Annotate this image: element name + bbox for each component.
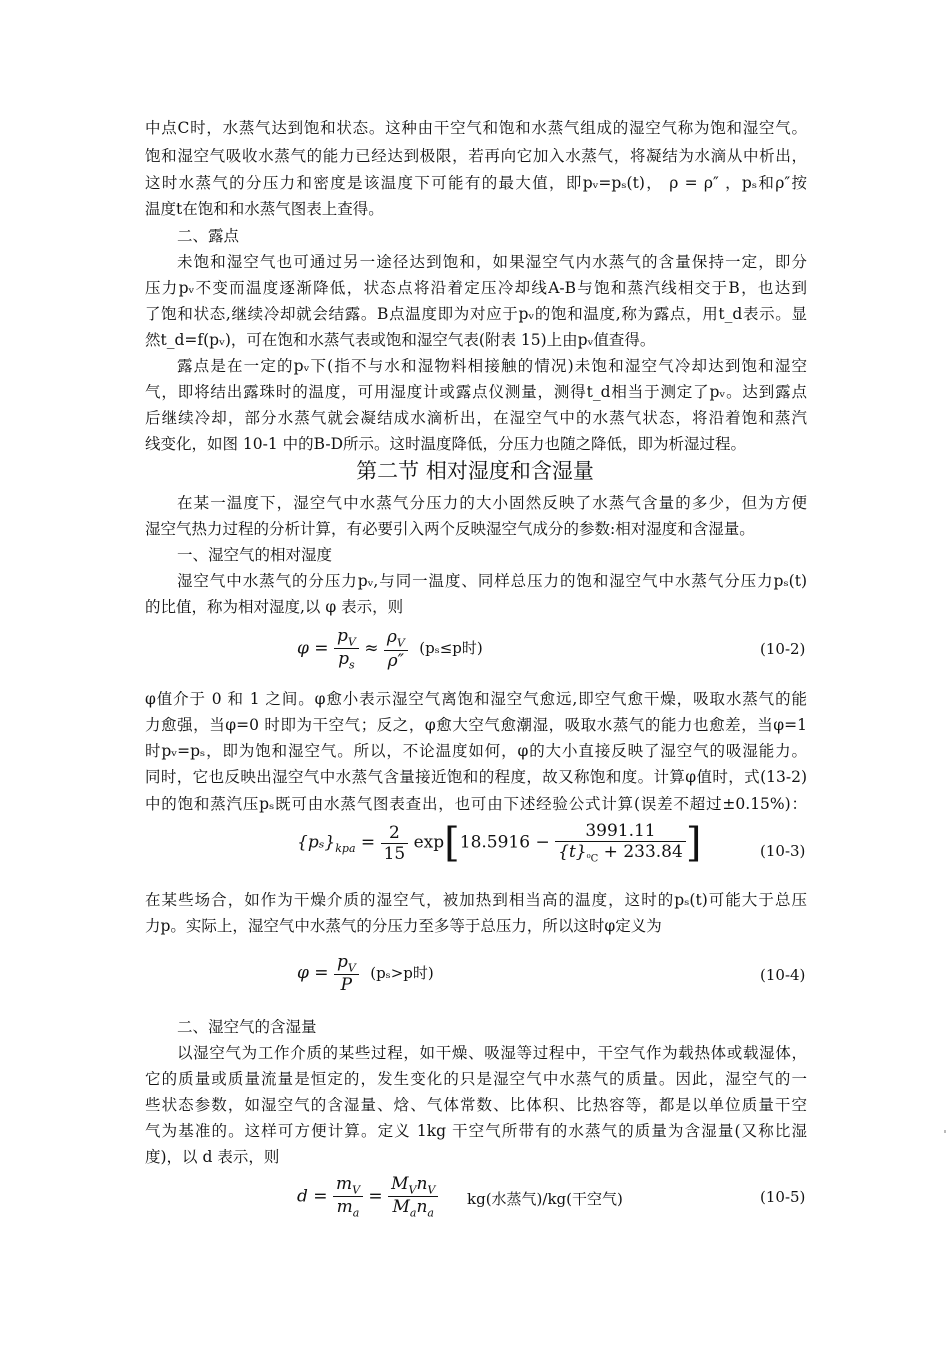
text-line: 线变化，如图 10-1 中的B-D所示。这时温度降低，分压力也随之降低，即为析湿过程。 bbox=[145, 435, 747, 453]
equation-number: (10-5) bbox=[760, 1188, 806, 1206]
equation-unit: kg(水蒸气)/kg(干空气) bbox=[467, 1190, 623, 1208]
eq-lhs: φ = bbox=[297, 638, 329, 659]
text-line: 这时水蒸气的分压力和密度是该温度下可能有的最大值，即pᵥ=pₛ(t)， ρ = ρ″ ，pₛ和ρ″按 bbox=[145, 174, 807, 192]
text-line: 的比值，称为相对湿度,以 φ 表示，则 bbox=[145, 598, 404, 616]
fraction: $\frac{\rho_V}{\rho''}$ bbox=[384, 627, 408, 670]
text-line: 在某一温度下，湿空气中水蒸气分压力的大小固然反映了水蒸气含量的多少，但为方便 bbox=[177, 494, 807, 512]
text-line: 气，即将结出露珠时的温度，可用湿度计或露点仪测量，测得t_d相当于测定了pᵥ。达到露点 bbox=[145, 383, 807, 401]
scan-speck bbox=[944, 1130, 946, 1133]
text-line: 露点是在一定的pᵥ下(指不与水和湿物料相接触的情况)未饱和湿空气冷却达到饱和湿空 bbox=[177, 357, 807, 375]
text-line: 中点C时，水蒸气达到饱和状态。这种由干空气和饱和水蒸气组成的湿空气称为饱和湿空气。 bbox=[145, 119, 807, 137]
equation-number: (10-4) bbox=[760, 966, 806, 984]
text-line: 后继续冷却，部分水蒸气就会凝结成水滴析出，在湿空气中的水蒸气状态，将沿着饱和蒸汽 bbox=[145, 409, 807, 427]
section-title: 第二节 相对湿度和含湿量 bbox=[356, 459, 594, 483]
subheading-dew-point: 二、露点 bbox=[177, 227, 240, 245]
text-line: 湿空气中水蒸气的分压力pᵥ,与同一温度、同样总压力的饱和湿空气中水蒸气分压力pₛ(t) bbox=[177, 572, 807, 590]
text-line: 未饱和湿空气也可通过另一途径达到饱和，如果湿空气内水蒸气的含量保持一定，即分 bbox=[177, 253, 807, 271]
text-line: 它的质量或质量流量是恒定的，发生变化的只是湿空气中水蒸气的质量。因此，湿空气的一 bbox=[145, 1070, 807, 1088]
equation-10-5: d = $\frac{m_V}{m_a}$ = $\frac{M_Vn_V}{M_an_a}$ bbox=[297, 1174, 438, 1220]
text-line: 中的饱和蒸汽压pₛ既可由水蒸气图表查出，也可由下述经验公式计算(误差不超过±0.15%)： bbox=[145, 795, 807, 813]
text-line: 力愈强，当φ=0 时即为干空气；反之，φ愈大空气愈潮湿，吸取水蒸气的能力也愈差，当φ=1 bbox=[145, 716, 807, 734]
text-line: 同时，它也反映出湿空气中水蒸气含量接近饱和的程度，故又称饱和度。计算φ值时，式(13-2) bbox=[145, 768, 807, 786]
text-line: 然t_d=f(pᵥ)，可在饱和水蒸气表或饱和湿空气表(附表 15)上由pᵥ值查得。 bbox=[145, 331, 656, 349]
text-line: 在某些场合，如作为干燥介质的湿空气，被加热到相当高的温度，这时的pₛ(t)可能大于总压 bbox=[145, 891, 807, 909]
fraction: $\frac{p_V}{p_s}$ bbox=[334, 626, 359, 672]
fraction: $\frac{2}{15}$ bbox=[381, 823, 409, 864]
fraction: $\frac{3991.11}{\{t\}_{^0C} + 233.84}$ bbox=[555, 821, 686, 864]
text-line: 湿空气热力过程的分析计算，有必要引入两个反映湿空气成分的参数:相对湿度和含湿量。 bbox=[145, 520, 755, 538]
fraction: $\frac{m_V}{m_a}$ bbox=[333, 1174, 363, 1220]
equation-10-2: φ = $\frac{p_V}{p_s}$ ≈ $\frac{\rho_V}{\rho''}$ (pₛ≤p时) bbox=[297, 626, 483, 672]
text-line: 饱和湿空气吸收水蒸气的能力已经达到极限，若再向它加入水蒸气，将凝结为水滴从中析出， bbox=[145, 147, 807, 165]
text-line: 些状态参数，如湿空气的含湿量、焓、气体常数、比体积、比热容等，都是以单位质量干空 bbox=[145, 1096, 807, 1114]
subheading-moisture-content: 二、湿空气的含湿量 bbox=[177, 1018, 317, 1036]
text-line: 度)，以 d 表示，则 bbox=[145, 1148, 280, 1166]
text-line: 温度t在饱和和水蒸气图表上查得。 bbox=[145, 200, 384, 218]
text-line: 了饱和状态,继续冷却就会结露。B点温度即为对应于pᵥ的饱和温度,称为露点，用t_d表示。显 bbox=[145, 305, 807, 323]
text-line: 气为基准的。这样可方便计算。定义 1kg 干空气所带有的水蒸气的质量为含湿量(又称比湿 bbox=[145, 1122, 807, 1140]
text-line: 力p。实际上，湿空气中水蒸气的分压力至多等于总压力，所以这时φ定义为 bbox=[145, 917, 662, 935]
text-line: 压力pᵥ不变而温度逐渐降低，状态点将沿着定压冷却线A-B与饱和蒸汽线相交于B，也达到 bbox=[145, 279, 807, 297]
equation-number: (10-2) bbox=[760, 640, 806, 658]
fraction: $\frac{p_V}{P}$ bbox=[334, 952, 359, 995]
equation-10-4: φ = $\frac{p_V}{P}$ (pₛ>p时) bbox=[297, 952, 434, 996]
subheading-relative-humidity: 一、湿空气的相对湿度 bbox=[177, 546, 333, 564]
equation-10-3: $\{p_s\}_{kpa}$ = $\frac{2}{15}$ exp[18.5916 − $\frac{3991.11}{\{t\}_{^0C} + 233.84}$ ] bbox=[297, 820, 702, 866]
text-line: 时pᵥ=pₛ，即为饱和湿空气。所以，不论温度如何，φ的大小直接反映了湿空气的吸湿能力。 bbox=[145, 742, 807, 760]
text-line: 以湿空气为工作介质的某些过程，如干燥、吸湿等过程中，干空气作为载热体或载湿体， bbox=[177, 1044, 807, 1062]
fraction: $\frac{M_Vn_V}{M_an_a}$ bbox=[388, 1174, 438, 1220]
equation-number: (10-3) bbox=[760, 842, 806, 860]
text-line: φ值介于 0 和 1 之间。φ愈小表示湿空气离饱和湿空气愈远,即空气愈干燥，吸取水蒸气的能 bbox=[145, 690, 807, 708]
